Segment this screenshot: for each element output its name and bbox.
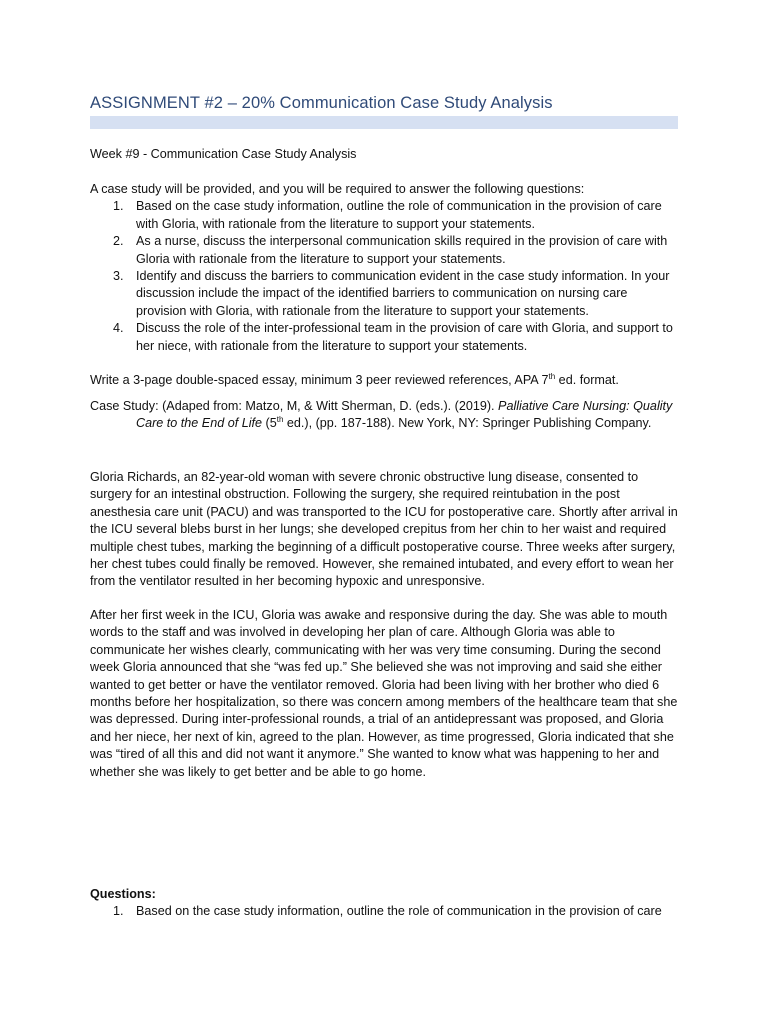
case-study-reference [90,398,680,433]
write-superscript: th [548,371,556,381]
list-item-text: Based on the case study information, outline the role of communication in the provision of care with Gloria, with rationale from the literature to support your statements. [136,199,662,231]
case-paragraph-2: After her first week in the ICU, Gloria was awake and responsive during the day. She was able to mouth words to the staff and was involved in developing her plan of care. Although Gloria was able to communicate her wishes clearly, communicating with her was very time consuming. During the second week Gloria announced that she “was fed up.” She believed she was not improving and said she either wanted to get better or have the ventilator removed. Gloria had been living with her brother who died 6 months before her hospitalization, so there was concern among members of the healthcare team that she was depressed. During inter-professional rounds, a trial of an antidepressant was proposed, and Gloria and her niece, her next of kin, agreed to the plan. However, as time progressed, Gloria indicated that she was “tired of all this and did not want it anymore.” She wanted to know what was happening to her and whether she was likely to get better and be able to go home. [90,608,678,779]
list-item [90,233,680,268]
intro-section [90,181,680,355]
write-text-end: ed. format. [555,373,619,387]
assignment-questions-list [90,198,680,355]
list-item [90,320,680,355]
title-underline-bar [90,116,678,129]
list-item-text: Identify and discuss the barriers to communication evident in the case study information. In your discussion include the impact of the identified barriers to communication on nursing care provision with Gloria, with rationale from the literature to support your statements. [136,269,670,318]
assignment-title: ASSIGNMENT #2 – 20% Communication Case Study Analysis [90,94,553,112]
list-item-text: Discuss the role of the inter-professional team in the provision of care with Gloria, and support to her niece, with rationale from the literature to support your statements. [136,321,673,353]
list-number: 2. [113,234,124,249]
list-number: 1. [113,904,124,919]
list-item-text: Based on the case study information, outline the role of communication in the provision of care [136,904,662,919]
reference-prefix: Case Study: (Adaped from: Matzo, M, & Witt Sherman, D. (eds.). (2019). [90,399,499,413]
case-paragraph-1: Gloria Richards, an 82-year-old woman with severe chronic obstructive lung disease, consented to surgery for an intestinal obstruction. Following the surgery, she required reintubation in the post anesthesia care unit (PACU) and was transported to the ICU for postoperative care. Shortly after arrival in the ICU several blebs burst in her lungs; she developed crepitus from her chin to her waist and required multiple chest tubes, marking the beginning of a difficult postoperative course. Three weeks after surgery, her chest tubes could finally be removed. However, she remained intubated, and every effort to wean her from the ventilator resulted in her becoming hypoxic and unresponsive. [90,470,678,589]
reference-rest: ed.), (pp. 187-188). New York, NY: Springer Publishing Company. [283,416,652,431]
reference-paragraph [90,398,680,433]
list-item [90,903,680,920]
questions-list [90,903,680,920]
write-text: Write a 3-page double-spaced essay, minimum 3 peer reviewed references, APA 7 [90,373,549,387]
book-title: Palliative Care Nursing: Quality Care to the End of Life [136,399,673,431]
questions-heading: Questions: [90,887,156,901]
list-number: 1. [113,199,124,214]
questions-section [90,886,680,921]
edition-superscript: th [276,415,284,425]
essay-requirements [90,372,680,389]
list-item [90,268,680,320]
edition-open: (5 [262,416,277,431]
week-line: Week #9 - Communication Case Study Analysis [90,147,357,161]
list-number: 3. [113,269,124,284]
list-number: 4. [113,321,124,336]
list-item [90,198,680,233]
list-item-text: As a nurse, discuss the interpersonal communication skills required in the provision of care with Gloria with rationale from the literature to support your statements. [136,234,668,266]
intro-text: A case study will be provided, and you will be required to answer the following questions: [90,182,585,196]
